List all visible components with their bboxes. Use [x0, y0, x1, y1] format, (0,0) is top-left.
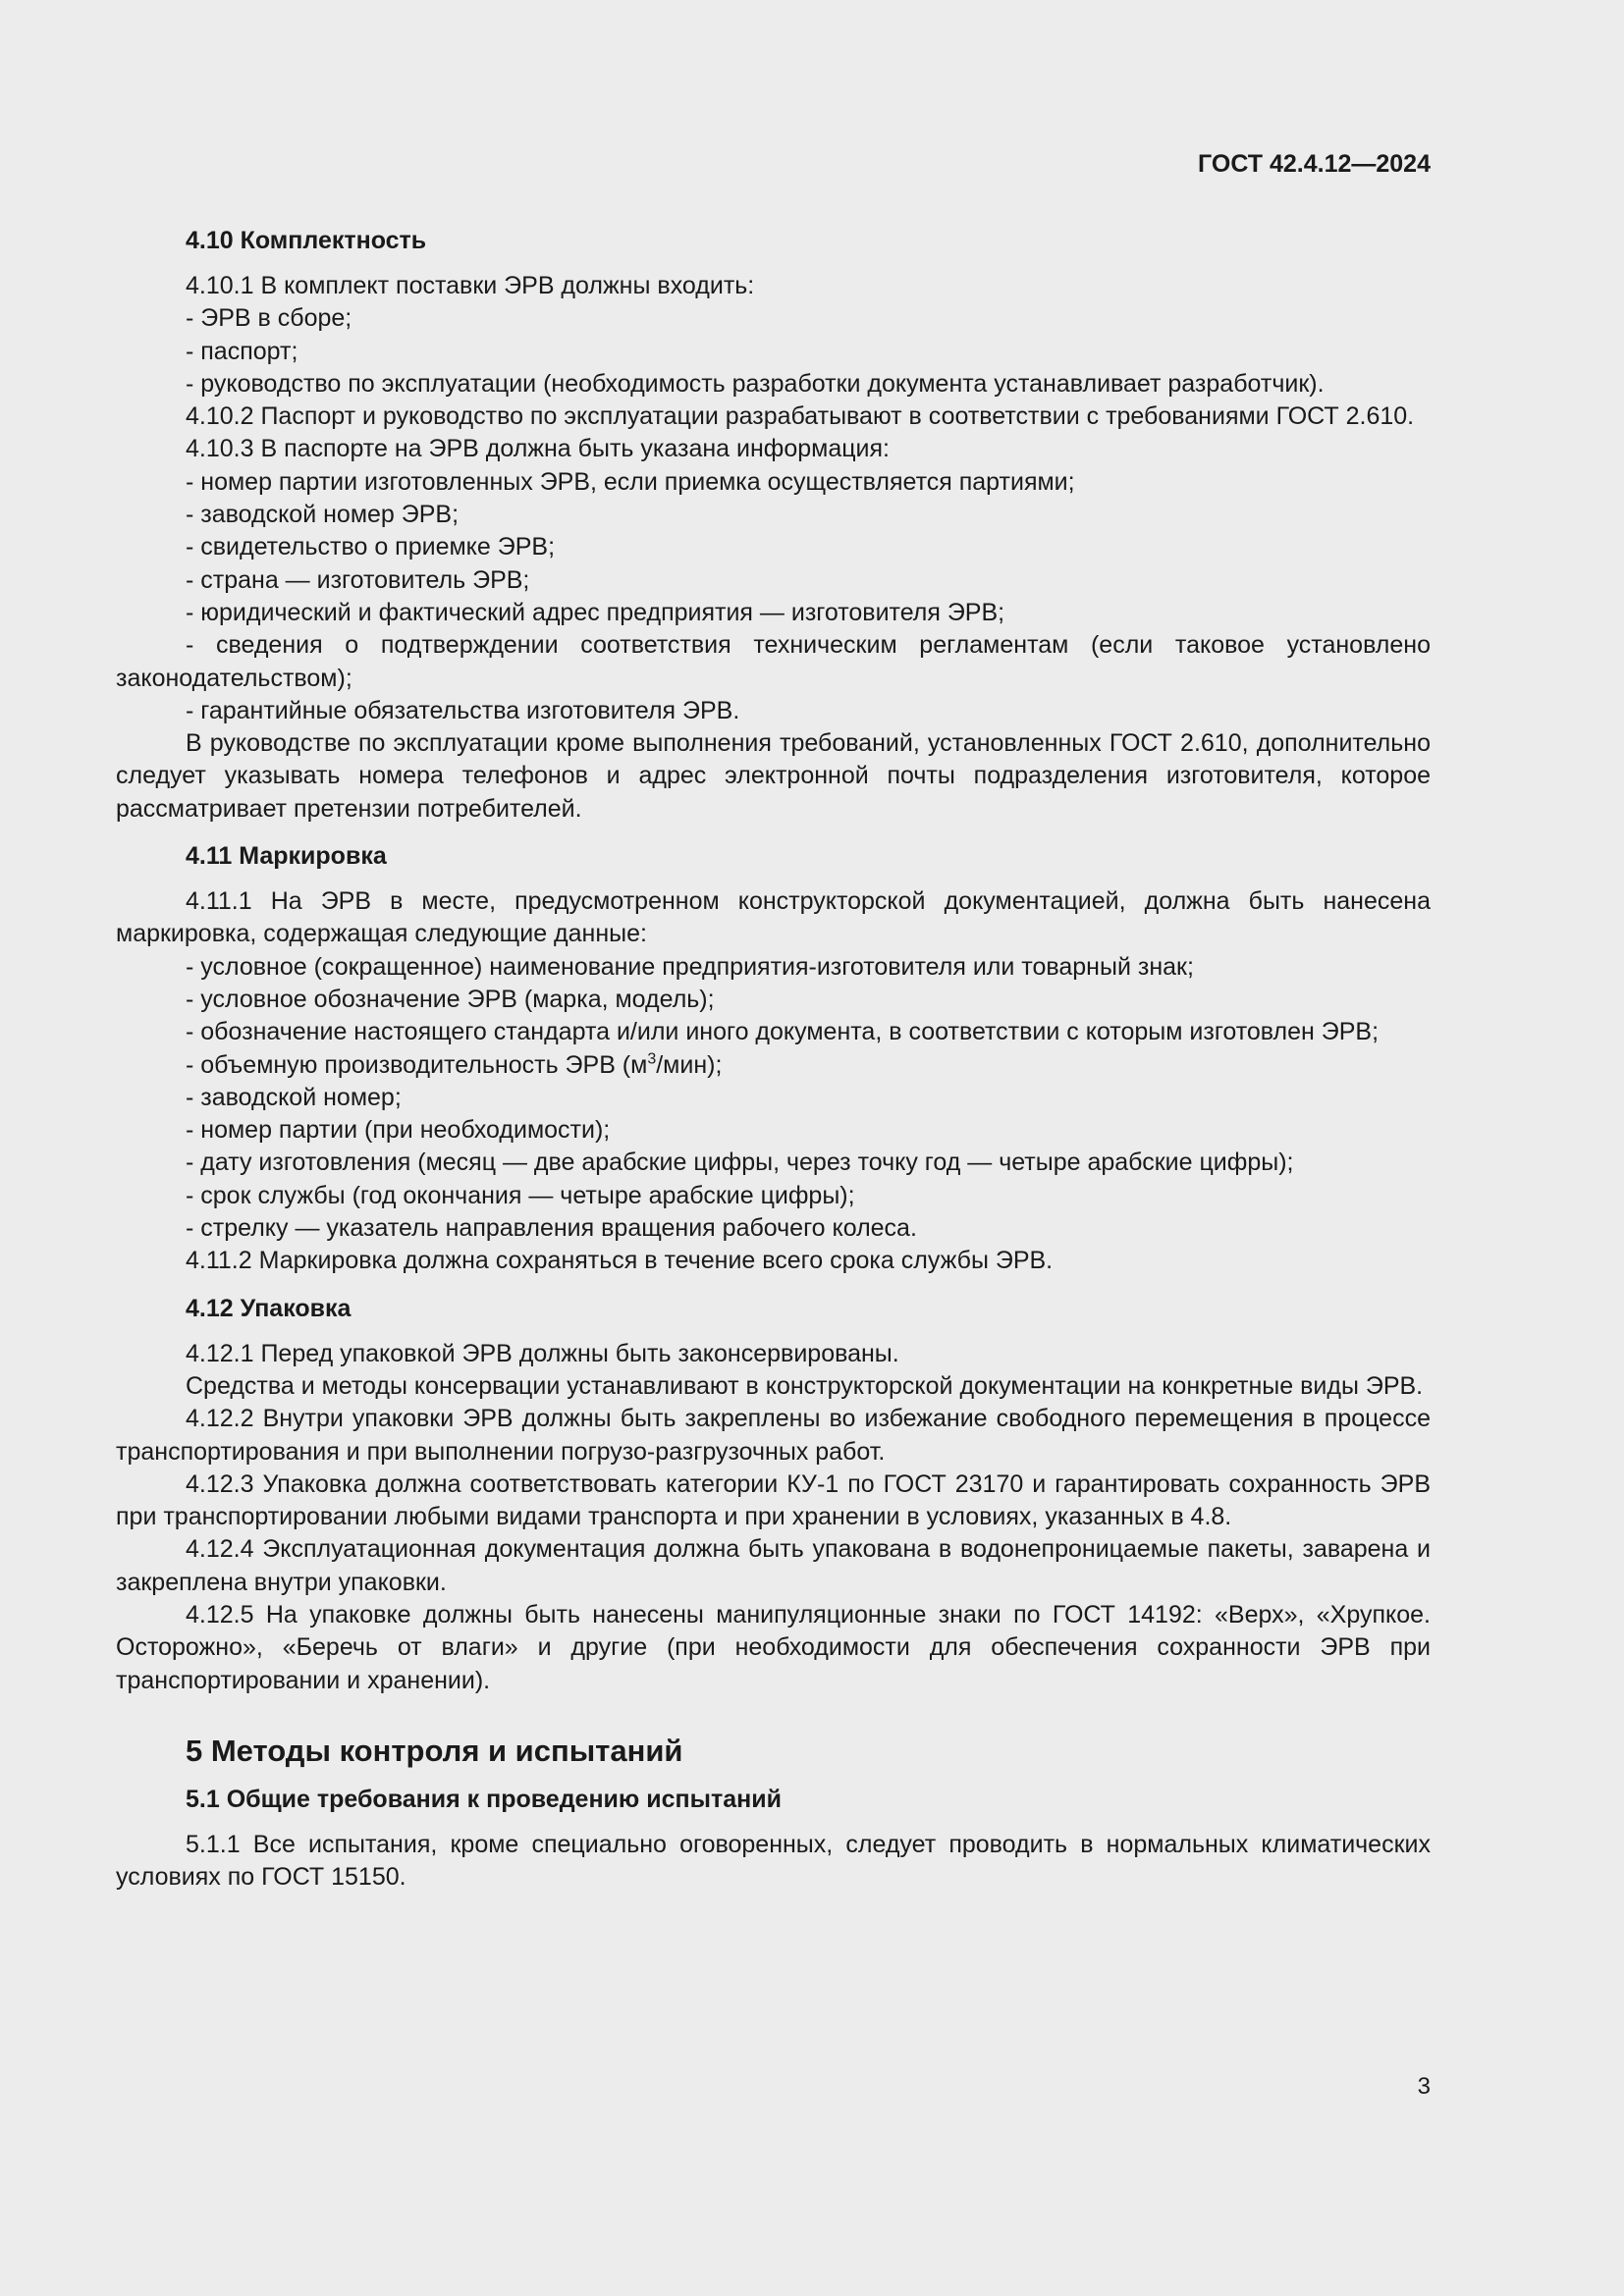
paragraph-4-10-3: 4.10.3 В паспорте на ЭРВ должна быть указана информация: — [186, 435, 891, 463]
list-item: - страна — изготовитель ЭРВ; — [186, 565, 530, 594]
document-header-id: ГОСТ 42.4.12—2024 — [1198, 150, 1431, 178]
list-item: - условное (сокращенное) наименование предприятия-изготовителя или товарный знак; — [186, 952, 1194, 981]
section-4-12-heading: 4.12 Упаковка — [186, 1294, 352, 1322]
page-number: 3 — [1417, 2073, 1431, 2100]
list-item: - стрелку — указатель направления вращения рабочего колеса. — [186, 1214, 917, 1243]
list-item: - сведения о подтверждении соответствия техническим регламентам (если таковое установлено законодательством); — [116, 631, 1431, 692]
paragraph-4-12-1b: Средства и методы консервации устанавливают в конструкторской документации на конкретные виды ЭРВ. — [186, 1371, 1424, 1400]
section-5-1-heading: 5.1 Общие требования к проведению испытаний — [186, 1785, 782, 1813]
list-item: - условное обозначение ЭРВ (марка, модель); — [186, 985, 715, 1013]
section-4-11-heading: 4.11 Маркировка — [186, 842, 387, 871]
list-item: - номер партии (при необходимости); — [186, 1116, 611, 1145]
paragraph-4-11-1: 4.11.1 На ЭРВ в месте, предусмотренном конструкторской документацией, должна быть нанесена маркировка, содержащая следующие данные: — [116, 887, 1431, 948]
list-item: - номер партии изготовленных ЭРВ, если приемка осуществляется партиями; — [186, 467, 1075, 496]
list-item: - юридический и фактический адрес предприятия — изготовителя ЭРВ; — [186, 598, 1005, 626]
list-item: - заводской номер ЭРВ; — [186, 501, 460, 529]
document-body — [116, 223, 1431, 1894]
section-5-heading: 5 Методы контроля и испытаний — [186, 1733, 683, 1768]
list-item: - руководство по эксплуатации (необходимость разработки документа устанавливает разработчик). — [186, 369, 1325, 398]
superscript: 3 — [647, 1050, 657, 1068]
section-4-10-heading: 4.10 Комплектность — [186, 227, 427, 254]
paragraph-4-11-2: 4.11.2 Маркировка должна сохраняться в течение всего срока службы ЭРВ. — [186, 1247, 1054, 1275]
paragraph-4-12-2: 4.12.2 Внутри упаковки ЭРВ должны быть закреплены во избежание свободного перемещения в процессе транспортирования и при выполнении погрузо-разгрузочных работ. — [116, 1405, 1431, 1466]
list-item: - паспорт; — [186, 337, 298, 365]
list-item: - гарантийные обязательства изготовителя ЭРВ. — [186, 696, 740, 724]
list-item: - срок службы (год окончания — четыре арабские цифры); — [186, 1181, 855, 1209]
list-item-text-end: /мин); — [656, 1050, 723, 1079]
paragraph-4-12-5: 4.12.5 На упаковке должны быть нанесены манипуляционные знаки по ГОСТ 14192: «Верх», «Хрупкое. Осторожно», «Беречь от влаги» и другие (при необходимости для обеспечения сохранности ЭРВ при транспортировании и хранении). — [116, 1600, 1431, 1694]
paragraph-5-1-1: 5.1.1 Все испытания, кроме специально оговоренных, следует проводить в нормальных климатических условиях по ГОСТ 15150. — [116, 1830, 1431, 1892]
list-item — [116, 1049, 1431, 1082]
list-item: - ЭРВ в сборе; — [186, 304, 352, 333]
list-item: - обозначение настоящего стандарта и/или иного документа, в соответствии с которым изготовлен ЭРВ; — [186, 1018, 1380, 1046]
list-item-text: - объемную производительность ЭРВ (м — [186, 1050, 648, 1079]
paragraph-4-12-3: 4.12.3 Упаковка должна соответствовать категории КУ-1 по ГОСТ 23170 и гарантировать сохранность ЭРВ при транспортировании любыми видами транспорта и при хранении в условиях, указанных в 4.8. — [116, 1469, 1431, 1531]
list-item: - свидетельство о приемке ЭРВ; — [186, 533, 556, 561]
list-item: - дату изготовления (месяц — две арабские цифры, через точку год — четыре арабские цифры); — [186, 1148, 1294, 1177]
list-item: - заводской номер; — [186, 1083, 402, 1111]
paragraph-4-10-1: 4.10.1 В комплект поставки ЭРВ должны входить: — [186, 272, 755, 299]
paragraph-4-10-2: 4.10.2 Паспорт и руководство по эксплуатации разрабатывают в соответствии с требованиями ГОСТ 2.610. — [186, 402, 1415, 431]
paragraph-4-10-note: В руководстве по эксплуатации кроме выполнения требований, установленных ГОСТ 2.610, дополнительно следует указывать номера телефонов и адрес электронной почты подразделения изготовителя, которое рассматривает претензии потребителей. — [116, 729, 1431, 823]
paragraph-4-12-4: 4.12.4 Эксплуатационная документация должна быть упакована в водонепроницаемые пакеты, заварена и закреплена внутри упаковки. — [116, 1535, 1431, 1596]
paragraph-4-12-1: 4.12.1 Перед упаковкой ЭРВ должны быть законсервированы. — [186, 1339, 899, 1367]
